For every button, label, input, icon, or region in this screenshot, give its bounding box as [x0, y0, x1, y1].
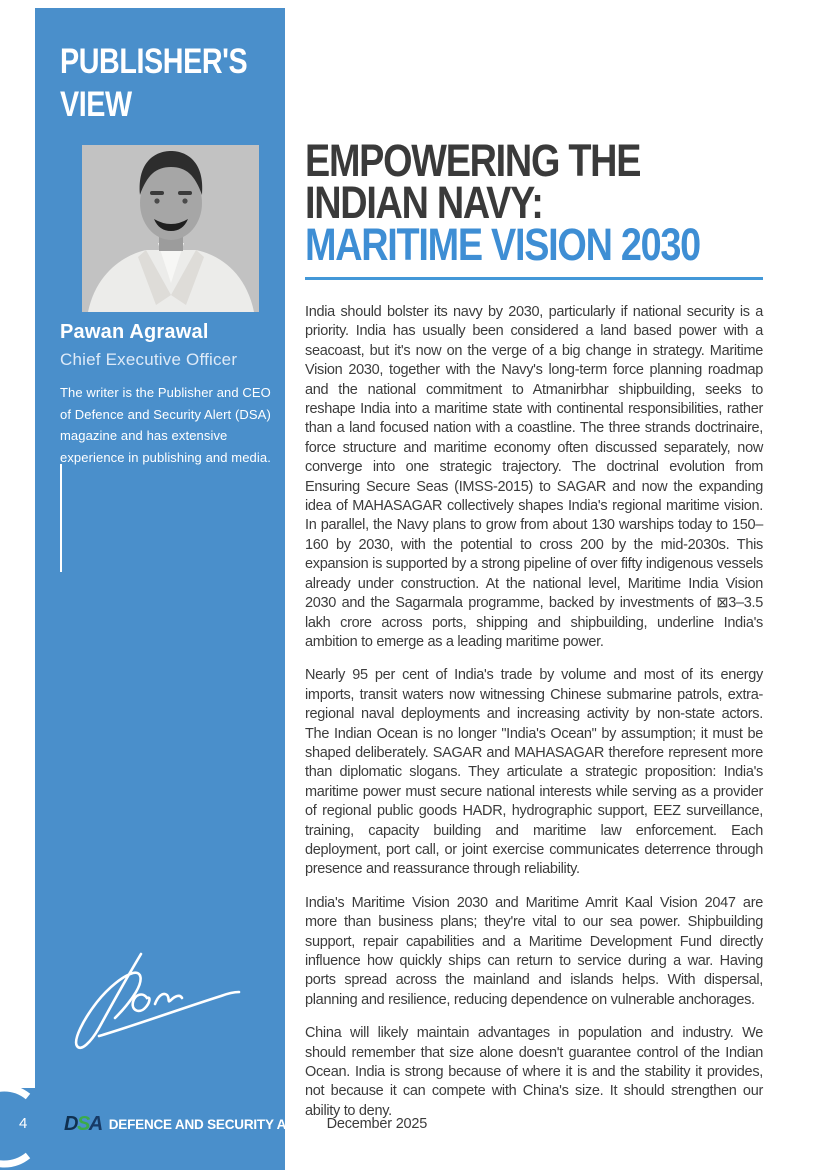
title-underline-rule: [305, 277, 763, 280]
article-paragraph-4: China will likely maintain advantages in population and industry. We should remember that size alone doesn't guarantee control of the Indian Ocean. India is strong because of where it is and the stability it provides, not because it can compete with China's size. It should strengthen our ability to deny.: [305, 1025, 763, 1119]
author-bio: The writer is the Publisher and CEO of Defence and Security Alert (DSA) magazine and has extensive experience in publishing and media.: [60, 385, 271, 465]
article-body: [305, 303, 763, 1121]
dsa-logo-d: D: [64, 1112, 77, 1135]
author-title: Chief Executive Officer: [60, 350, 238, 369]
dsa-logo-s: S: [76, 1112, 89, 1135]
portrait-graphic: [82, 145, 259, 312]
article-title-accent: MARITIME VISION 2030: [305, 219, 700, 270]
dsa-logo-a: A: [88, 1112, 102, 1135]
section-title-line1: PUBLISHER'S: [60, 42, 248, 81]
dsa-logo: [64, 1113, 102, 1136]
article-paragraph-2: Nearly 95 per cent of India's trade by volume and most of its energy imports, transit waters now witnessing Chinese submarine patrols, extra-regional naval deployments and increasing activity by non-state actors. The Indian Ocean is no longer "India's Ocean" by assumption; it must be shaped deliberately. SAGAR and MAHASAGAR therefore represent more than diplomatic slogans. They articulate a strategic proposition: India's maritime power must secure national interests while serving as a provider of regional public goods HADR, hydrographic support, EEZ surveillance, training, capacity building and maritime law enforcement. Each deployment, port call, or joint exercise communicates deterrence through presence and reassurance through reliability.: [305, 667, 763, 878]
author-name: Pawan Agrawal: [60, 321, 209, 343]
article-title-line2: INDIAN NAVY:: [305, 177, 543, 228]
page-number: 4: [19, 1115, 28, 1132]
bio-divider-line: [60, 464, 62, 572]
article-title-line1: EMPOWERING THE: [305, 135, 641, 186]
issue-date: December 2025: [326, 1116, 428, 1132]
footer-brand: [64, 1112, 427, 1136]
section-title: [60, 40, 247, 126]
magazine-name: DEFENCE AND SECURITY ALERT: [108, 1116, 321, 1132]
signature-graphic: [63, 940, 273, 1060]
author-photo: [82, 145, 259, 312]
sidebar-panel: [35, 8, 285, 1170]
article-paragraph-1: India should bolster its navy by 2030, particularly if national security is a priority. India has usually been considered a land based power with a seacoast, but it's now on the verge of a big change in strategy. Maritime Vision 2030, together with the Navy's long-term force planning roadmap and the national commitment to Atmanirbhar shipbuilding, seeks to reshape India into a maritime state with continental responsibilities, rather than a land focused nation with a coastline. The three strands doctrinaire, force structure and maritime economy often discussed separately, now converge into one strategic trajectory. The doctrinal evolution from Ensuring Secure Seas (IMSS-2015) to SAGAR and now the expanding idea of MAHASAGAR collectively shapes India's regional maritime vision. In parallel, the Navy plans to grow from about 130 warships today to 150–160 by 2030, with the potential to cross 200 by the mid-2030s. This expansion is supported by a strong pipeline of over fifty indigenous vessels already under construction. At the national level, Maritime India Vision 2030 and the Sagarmala programme, backed by investments of ⊠3–3.5 lakh crore across ports, shipping and shipbuilding, underline India's ambition to emerge as a leading maritime power.: [305, 304, 763, 650]
article-paragraph-3: India's Maritime Vision 2030 and Maritime Amrit Kaal Vision 2047 are more than business plans; they're vital to our sea power. Shipbuilding support, repair capabilities and a Maritime Development Fund directly influence how quickly ships can return to service during a war. Having ports spread across the mainland and islands helps. With dispersal, planning and resilience, reducing dependence on vulnerable anchorages.: [305, 894, 763, 1008]
section-title-line2: VIEW: [60, 85, 132, 124]
article-column: [305, 135, 763, 1135]
article-title: [305, 135, 700, 270]
